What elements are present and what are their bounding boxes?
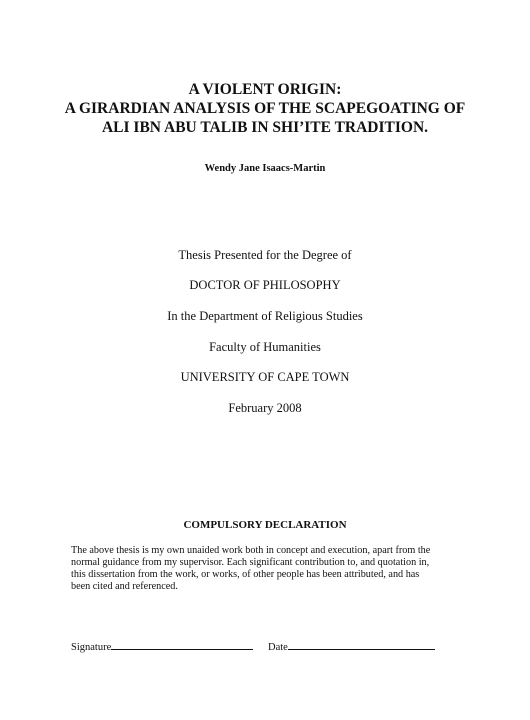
signature-line [111, 638, 253, 650]
declaration-line-3: this dissertation from the work, or works, of other people has been attributed, and has [71, 569, 420, 580]
thesis-title [40, 80, 490, 137]
faculty: Faculty of Humanities [209, 340, 321, 354]
department: In the Department of Religious Studies [167, 309, 363, 323]
signature-label: Signature [71, 642, 112, 653]
university: UNIVERSITY OF CAPE TOWN [180, 370, 350, 384]
date-line [288, 638, 435, 650]
author-name: Wendy Jane Isaacs-Martin [204, 163, 326, 174]
signature-field [71, 638, 253, 653]
declaration-line-1: The above thesis is my own unaided work both in concept and execution, apart from the [71, 545, 431, 556]
submission-date: February 2008 [228, 401, 302, 415]
degree-presented: Thesis Presented for the Degree of [178, 248, 352, 262]
declaration-line-4: been cited and referenced. [71, 581, 178, 592]
title-line-3: ALI IBN ABU TALIB IN SHI’ITE TRADITION. [101, 119, 429, 136]
date-label: Date [268, 642, 288, 653]
degree-name: DOCTOR OF PHILOSOPHY [189, 278, 341, 292]
declaration-line-2: normal guidance from my supervisor. Each significant contribution to, and quotation in, [71, 557, 430, 568]
title-line-1: A VIOLENT ORIGIN: [188, 81, 342, 98]
declaration-heading: COMPULSORY DECLARATION [183, 519, 347, 531]
title-line-2: A GIRARDIAN ANALYSIS OF THE SCAPEGOATING OF [64, 100, 466, 117]
declaration-text [71, 545, 481, 593]
date-field [268, 638, 435, 653]
